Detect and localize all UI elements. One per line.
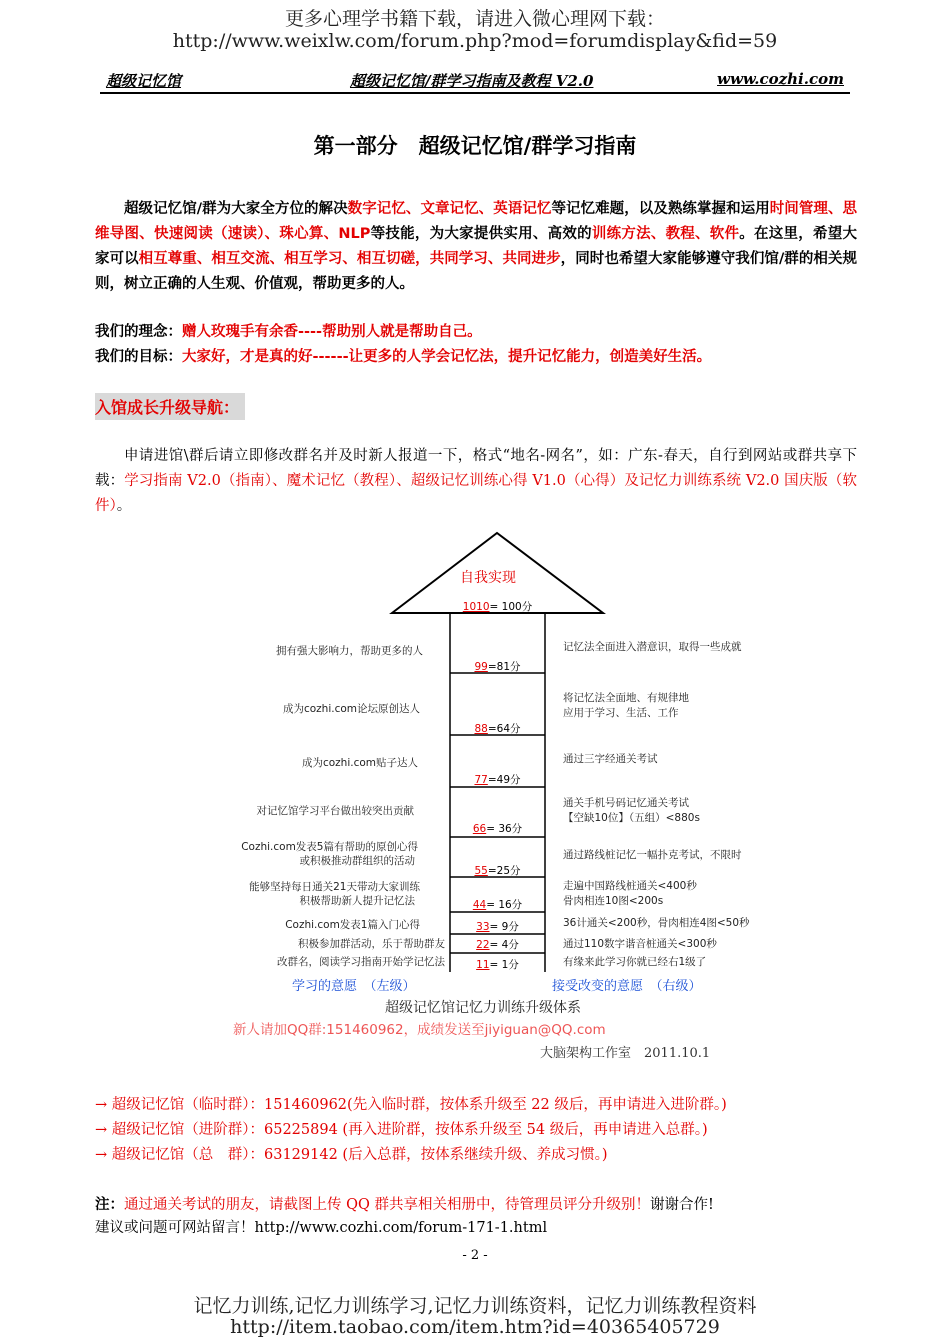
idea-label: 我们的理念： (95, 324, 182, 340)
header-left: 超级记忆馆 (106, 72, 182, 90)
page-header (100, 70, 850, 94)
intro-text: 等记忆难题，以及熟练掌握和运用 (551, 201, 770, 217)
idea-text: 赠人玫瑰手有余香----帮助别人就是帮助自己。 (182, 324, 482, 340)
level-label: 99=81分 (474, 661, 521, 673)
intro-text: ，同时也希望大家能够遵守我们馆/群的相关规则，树立正确的人生观、价值观，帮助更多的人。 (95, 251, 858, 292)
intro-paragraph (95, 197, 857, 297)
note-line (95, 1192, 857, 1218)
studio-credit: 大脑架构工作室 2011.10.1 (540, 1046, 711, 1061)
right-note: 记忆法全面进入潜意识，取得一些成就 (563, 641, 742, 653)
left-note: Cozhi.com发表5篇有帮助的原创心得 (241, 841, 418, 853)
right-note: 【空缺10位】（五组）<880s (563, 812, 700, 824)
qq-note: 新人请加QQ群:151460962，成绩发送至jiyiguan@QQ.com (233, 1022, 606, 1038)
note-thanks: 谢谢合作! (650, 1197, 714, 1213)
level-label: 55=25分 (474, 865, 521, 877)
right-note: 通过三字经通关考试 (563, 753, 658, 765)
goal-label: 我们的目标： (95, 349, 182, 365)
apply-text: 申请进馆\群后请立即修改群名并及时新人报道一下，格式“地名-网名”，如：广东-春天，自行到网站或群共享下载： (95, 448, 857, 489)
section-heading-nav: 入馆成长升级导航： (95, 393, 245, 420)
goal-text: 大家好，才是真的好------让更多的人学会记忆法，提升记忆能力，创造美好生活。 (182, 349, 712, 365)
level-label: 33= 9分 (476, 921, 519, 933)
level-label: 44= 16分 (472, 899, 523, 911)
bottom-banner-link[interactable]: http://item.taobao.com/item.htm?id=40365405729 (230, 1316, 720, 1338)
right-note: 通过110数字谐音桩通关<300秒 (563, 938, 717, 950)
idea-line (95, 320, 857, 345)
intro-highlight: 训练方法、教程、软件 (591, 226, 740, 242)
group-bullet: → 超级记忆馆（临时群）：151460962(先入临时群，按体系升级至 22 级后，再申请进入进阶群。) (95, 1097, 727, 1113)
right-note: 通关手机号码记忆通关考试 (563, 797, 689, 809)
left-note: 成为cozhi.com贴子达人 (301, 757, 418, 769)
level-label: 66= 36分 (472, 823, 523, 835)
right-note: 36计通关<200秒，骨肉相连4图<50秒 (563, 917, 750, 929)
level-label: 77=49分 (474, 774, 521, 786)
right-note: 将记忆法全面地、有规律地 (563, 692, 689, 704)
upgrade-diagram (0, 525, 950, 1065)
page-number: - 2 - (462, 1248, 488, 1263)
right-note: 有缘来此学习你就已经右1级了 (563, 956, 707, 968)
level-label: 1010= 100分 (462, 601, 533, 613)
left-note: 成为cozhi.com论坛原创达人 (282, 703, 420, 715)
suggest-line[interactable]: 建议或问题可网站留言！http://www.cozhi.com/forum-171-1.html (95, 1220, 548, 1236)
top-banner-line1: 更多心理学书籍下载，请进入微心理网下载： (284, 8, 665, 30)
header-right[interactable]: www.cozhi.com (717, 70, 844, 88)
left-note: 能够坚持每日通关21天带动大家训练 (249, 881, 420, 893)
right-axis-label: 接受改变的意愿 （右级） (552, 979, 702, 994)
goal-line (95, 345, 857, 370)
left-note: 积极参加群活动，乐于帮助群友 (298, 938, 445, 950)
left-axis-label: 学习的意愿 （左级） (292, 979, 416, 994)
level-label: 11= 1分 (476, 959, 519, 971)
note-label: 注： (95, 1196, 124, 1213)
page-title: 第一部分 超级记忆馆/群学习指南 (313, 134, 637, 158)
left-note: 积极帮助新人提升记忆法 (299, 895, 415, 907)
intro-text: 超级记忆馆/群为大家全方位的解决 (124, 201, 348, 217)
apply-paragraph (95, 444, 857, 519)
left-note: 对记忆馆学习平台做出较突出贡献 (256, 805, 414, 817)
right-note: 通过路线桩记忆一幅扑克考试，不限时 (563, 849, 742, 861)
left-note: 拥有强大影响力，帮助更多的人 (276, 645, 423, 657)
group-bullet: → 超级记忆馆（总 群）：63129142 (后入总群，按体系继续升级、养成习惯。) (95, 1147, 608, 1163)
header-center: 超级记忆馆/群学习指南及教程 V2.0 (350, 72, 594, 90)
right-note: 骨肉相连10图<200s (563, 895, 664, 907)
level-label: 22= 4分 (476, 939, 519, 951)
note-text: 通过通关考试的朋友，请截图上传 QQ 群共享相关相册中，待管理员评分升级别！ (124, 1197, 650, 1213)
top-banner-link[interactable]: http://www.weixlw.com/forum.php?mod=forumdisplay&fid=59 (172, 30, 778, 52)
intro-highlight: 相互尊重、相互交流、相互学习、相互切磋，共同学习、共同进步 (138, 251, 561, 267)
left-note: 改群名，阅读学习指南开始学记忆法 (277, 956, 445, 968)
apply-downloads: 学习指南 V2.0（指南）、魔术记忆（教程）、超级记忆训练心得 V1.0（心得）及记忆力训练系统 V2.0 国庆版（软件） (95, 473, 857, 514)
right-note: 应用于学习、生活、工作 (563, 707, 679, 719)
left-note: 或积极推动群组织的活动 (299, 855, 415, 867)
apply-end: 。 (116, 498, 132, 514)
right-note: 走遍中国路线桩通关<400秒 (563, 880, 697, 892)
intro-highlight: 时间管理、思维导图、快速阅读（速读）、珠心算、NLP (95, 201, 858, 242)
intro-highlight: 数字记忆、文章记忆、英语记忆 (347, 201, 552, 217)
group-bullet: → 超级记忆馆（进阶群）：65225894 (再入进阶群，按体系升级至 54 级后，再申请进入总群。) (95, 1122, 708, 1138)
diagram-caption: 超级记忆馆记忆力训练升级体系 (385, 1000, 581, 1016)
roof-label: 自我实现 (460, 570, 516, 586)
intro-text: 等技能，为大家提供实用、高效的 (370, 226, 592, 242)
bottom-banner-line1: 记忆力训练,记忆力训练学习,记忆力训练资料，记忆力训练教程资料 (193, 1295, 757, 1317)
left-note: Cozhi.com发表1篇入门心得 (285, 919, 420, 931)
level-label: 88=64分 (474, 723, 521, 735)
intro-text: 。在这里，希望大家可以 (95, 226, 858, 267)
